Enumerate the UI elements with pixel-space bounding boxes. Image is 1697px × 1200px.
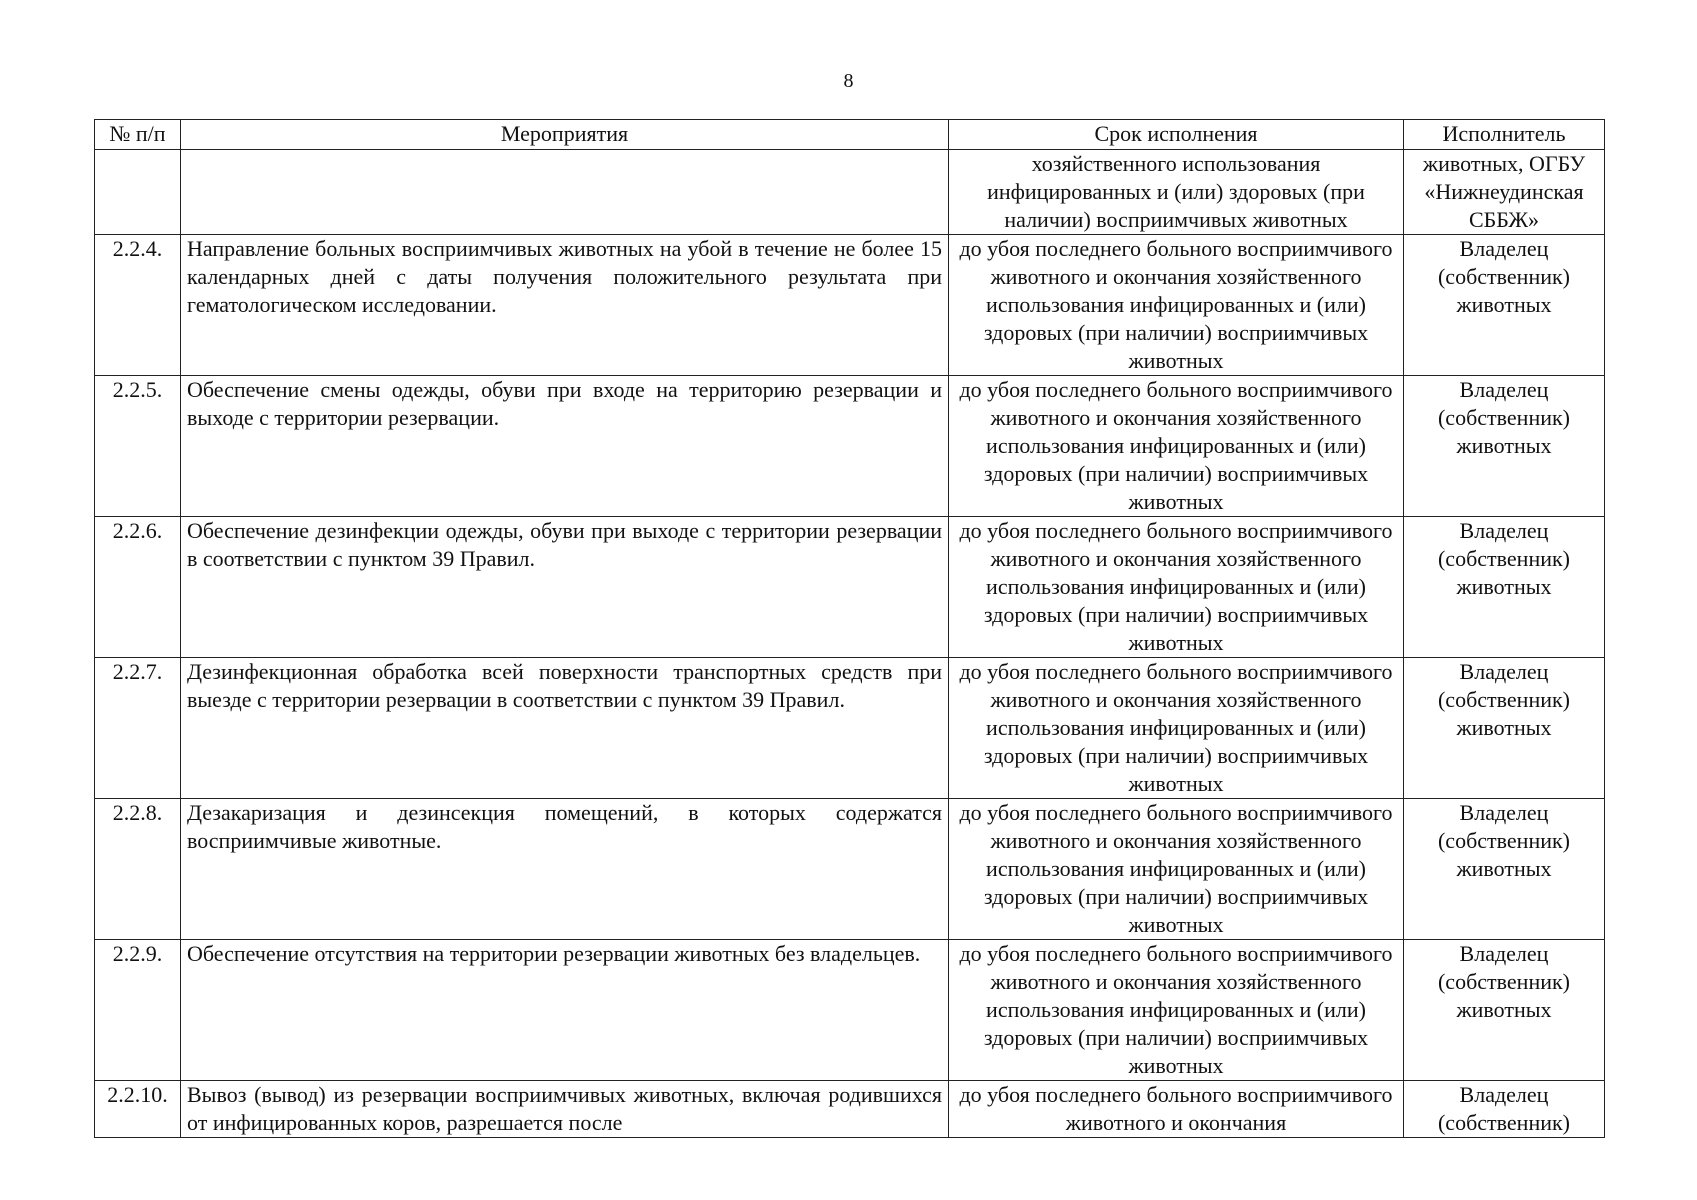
- row-executor: Владелец (собственник) животных: [1404, 799, 1605, 940]
- table-row: [95, 150, 1605, 235]
- row-measure: Обеспечение отсутствия на территории резервации животных без владельцев.: [181, 940, 949, 1081]
- row-measure: Направление больных восприимчивых животных на убой в течение не более 15 календарных дней с даты получения положительного результата при гематологическом исследовании.: [181, 235, 949, 376]
- row-executor: животных, ОГБУ «Нижнеудинская СББЖ»: [1404, 150, 1605, 235]
- row-term: до убоя последнего больного восприимчивого животного и окончания: [949, 1081, 1404, 1138]
- row-term: до убоя последнего больного восприимчивого животного и окончания хозяйственного использования инфицированных и (или) здоровых (при наличии) восприимчивых животных: [949, 940, 1404, 1081]
- row-num: 2.2.4.: [95, 235, 181, 376]
- row-executor: Владелец (собственник) животных: [1404, 376, 1605, 517]
- row-term: до убоя последнего больного восприимчивого животного и окончания хозяйственного использования инфицированных и (или) здоровых (при наличии) восприимчивых животных: [949, 517, 1404, 658]
- table-row: [95, 799, 1605, 940]
- table-row: [95, 235, 1605, 376]
- row-measure: Дезинфекционная обработка всей поверхности транспортных средств при выезде с территории резервации в соответствии с пунктом 39 Правил.: [181, 658, 949, 799]
- row-term: до убоя последнего больного восприимчивого животного и окончания хозяйственного использования инфицированных и (или) здоровых (при наличии) восприимчивых животных: [949, 376, 1404, 517]
- row-num: 2.2.10.: [95, 1081, 181, 1138]
- row-measure: Дезакаризация и дезинсекция помещений, в которых содержатся восприимчивые животные.: [181, 799, 949, 940]
- row-executor: Владелец (собственник) животных: [1404, 517, 1605, 658]
- row-measure: Вывоз (вывод) из резервации восприимчивых животных, включая родившихся от инфицированных коров, разрешается после: [181, 1081, 949, 1138]
- row-executor: Владелец (собственник) животных: [1404, 940, 1605, 1081]
- row-num: 2.2.9.: [95, 940, 181, 1081]
- row-num: [95, 150, 181, 235]
- row-term: хозяйственного использования инфицированных и (или) здоровых (при наличии) восприимчивых животных: [949, 150, 1404, 235]
- table-row: [95, 376, 1605, 517]
- row-measure: Обеспечение смены одежды, обуви при входе на территорию резервации и выходе с территории резервации.: [181, 376, 949, 517]
- row-num: 2.2.6.: [95, 517, 181, 658]
- row-term: до убоя последнего больного восприимчивого животного и окончания хозяйственного использования инфицированных и (или) здоровых (при наличии) восприимчивых животных: [949, 658, 1404, 799]
- table-row: [95, 658, 1605, 799]
- row-executor: Владелец (собственник): [1404, 1081, 1605, 1138]
- row-measure: Обеспечение дезинфекции одежды, обуви при выходе с территории резервации в соответствии с пунктом 39 Правил.: [181, 517, 949, 658]
- row-term: до убоя последнего больного восприимчивого животного и окончания хозяйственного использования инфицированных и (или) здоровых (при наличии) восприимчивых животных: [949, 235, 1404, 376]
- row-executor: Владелец (собственник) животных: [1404, 235, 1605, 376]
- row-measure: [181, 150, 949, 235]
- page-number: 8: [843, 70, 854, 92]
- row-num: 2.2.7.: [95, 658, 181, 799]
- row-term: до убоя последнего больного восприимчивого животного и окончания хозяйственного использования инфицированных и (или) здоровых (при наличии) восприимчивых животных: [949, 799, 1404, 940]
- header-executor: Исполнитель: [1404, 120, 1605, 150]
- header-measure: Мероприятия: [181, 120, 949, 150]
- table-row: [95, 1081, 1605, 1138]
- table-row: [95, 517, 1605, 658]
- table-header-row: [95, 120, 1605, 150]
- row-executor: Владелец (собственник) животных: [1404, 658, 1605, 799]
- measures-table: [94, 119, 1605, 1138]
- row-num: 2.2.5.: [95, 376, 181, 517]
- table-row: [95, 940, 1605, 1081]
- row-num: 2.2.8.: [95, 799, 181, 940]
- header-term: Срок исполнения: [949, 120, 1404, 150]
- header-num: № п/п: [95, 120, 181, 150]
